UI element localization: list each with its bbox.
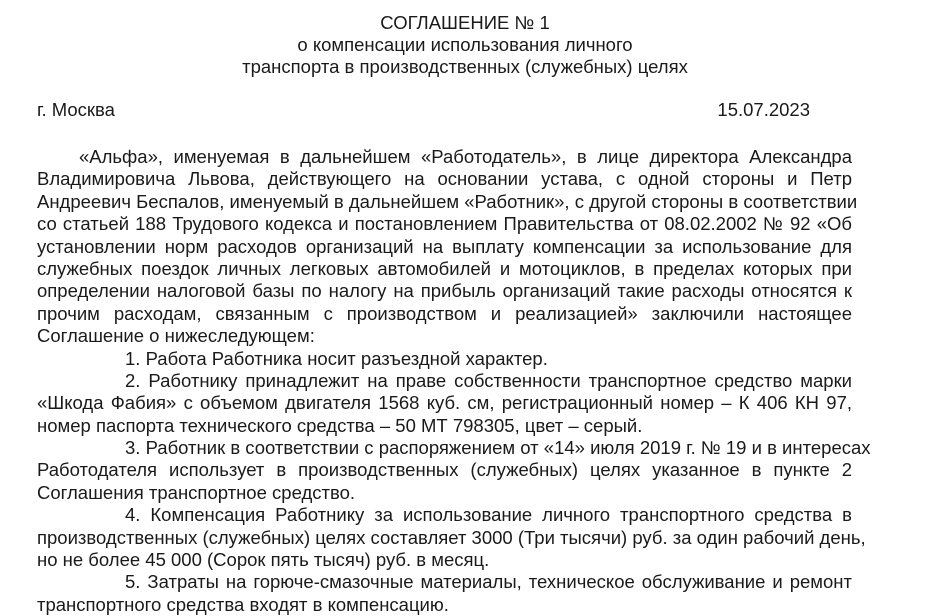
clause-2-line: 2. Работнику принадлежит на праве собственности транспортное средство марки	[125, 369, 852, 391]
clause-3-line: Соглашения транспортное средство.	[37, 481, 356, 503]
document-subtitle-line-2: транспорта в производственных (служебных) целях	[242, 56, 688, 77]
preamble-line: Андреевич Беспалов, именуемый в дальнейшем «Работник», с другой стороны в соответствии	[37, 190, 858, 212]
preamble-line: «Альфа», именуемая в дальнейшем «Работодатель», в лице директора Александра	[79, 146, 852, 167]
preamble-line: Владимировича Львова, действующего на основании устава, с одной стороны и Петр	[37, 168, 852, 190]
document-title: СОГЛАШЕНИЕ № 1	[380, 12, 550, 33]
clause-5-line: транспортного средства входят в компенсацию.	[37, 593, 449, 615]
clause-5-line: 5. Затраты на горюче-смазочные материалы, техническое обслуживание и ремонт	[125, 571, 852, 593]
document-body	[37, 146, 871, 616]
document-subtitle-line-1: о компенсации использования личного	[297, 34, 633, 55]
clause-2-line: «Шкода Фабия» с объемом двигателя 1568 куб. см, регистрационный номер – К 406 КН 97,	[37, 392, 852, 414]
preamble-line: установлении норм расходов организаций на выплату компенсации за использование для	[37, 235, 852, 257]
clause-1-line: 1. Работа Работника носит разъездной характер.	[125, 347, 548, 369]
clause-4-line: производственных (служебных) целях составляет 3000 (Три тысячи) руб. за один рабочий день,	[37, 526, 866, 548]
preamble-line: прочим расходам, связанным с производством и реализацией» заключили настоящее	[37, 302, 852, 324]
clause-3-line: 3. Работник в соответствии с распоряжением от «14» июля 2019 г. № 19 и в интересах	[125, 437, 871, 459]
clause-4-line: но не более 45 000 (Сорок пять тысяч) руб. в месяц.	[37, 549, 490, 571]
clause-2-line: номер паспорта технического средства – 50 МТ 798305, цвет – серый.	[37, 414, 643, 436]
clause-3-line: Работодателя использует в производственных (служебных) целях указанное в пункте 2	[37, 459, 852, 481]
document-header	[0, 12, 930, 78]
clause-4-line: 4. Компенсация Работнику за использование личного транспортного средства в	[125, 504, 852, 526]
document-place: г. Москва	[37, 99, 115, 120]
preamble-line: определении налоговой базы по налогу на прибыль организаций такие расходы относятся к	[37, 280, 852, 302]
document-date: 15.07.2023	[717, 99, 810, 120]
preamble-line: служебных поездок личных легковых автомобилей и мотоциклов, в пределах которых при	[37, 257, 852, 279]
preamble-line: Соглашение о нижеследующем:	[37, 325, 315, 347]
preamble-line: со статьей 188 Трудового кодекса и постановлением Правительства от 08.02.2002 № 92 «Об	[37, 213, 852, 235]
